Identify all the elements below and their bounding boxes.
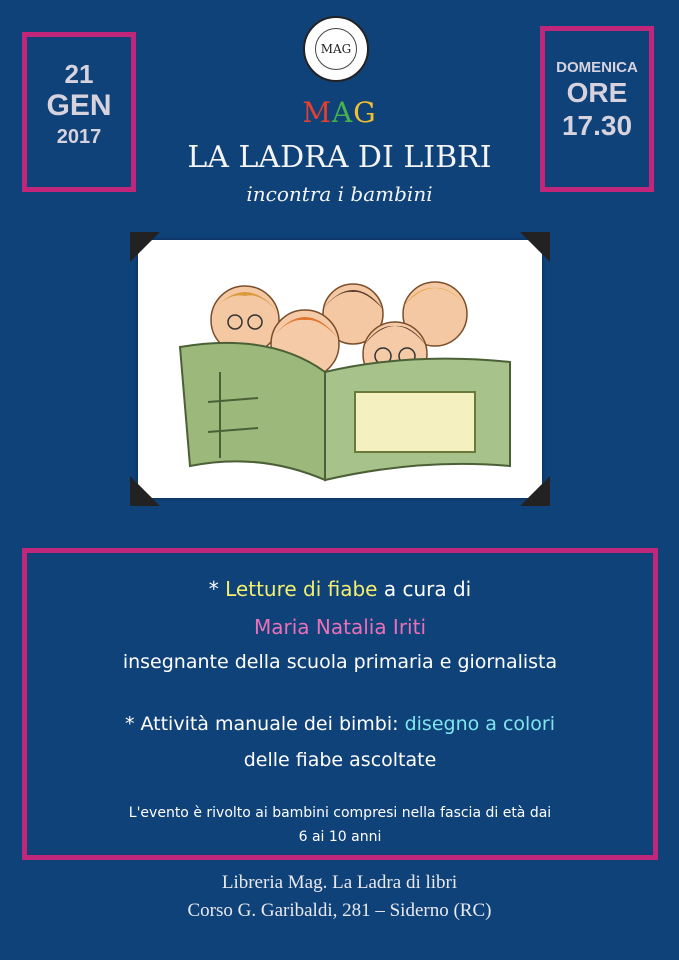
- date-year: 2017: [56, 126, 102, 148]
- footer-store-name: Libreria Mag. La Ladra di libri: [221, 872, 458, 893]
- info-box: [22, 548, 658, 860]
- time-hour: 17.30: [561, 110, 633, 141]
- bullet: *: [208, 577, 226, 601]
- info-line-profession: insegnante della scuola primaria e giornalista: [122, 651, 558, 673]
- info-line-author: Maria Natalia Iriti: [253, 615, 427, 639]
- page-title: LA LADRA DI LIBRI: [187, 140, 492, 175]
- mag-letter-m: M: [302, 96, 333, 129]
- info-line-audience: L'evento è rivolto ai bambini compresi nella fascia di età dai: [128, 805, 552, 821]
- logo-text: MAG: [315, 28, 357, 70]
- info-line-tales: delle fiabe ascoltate: [243, 749, 437, 771]
- date-month: GEN: [46, 89, 112, 122]
- mag-letter-g: G: [353, 96, 377, 129]
- info-line-readings: [27, 577, 653, 601]
- time-weekday: DOMENICA: [556, 59, 638, 76]
- time-label: ORE: [566, 77, 628, 108]
- date-day: 21: [64, 59, 94, 89]
- readings-rest: a cura di: [377, 577, 472, 601]
- page-subtitle: incontra i bambini: [246, 182, 433, 206]
- mag-title: [0, 96, 679, 129]
- info-line-activity: [27, 713, 653, 735]
- illustration-drawing: [150, 252, 530, 486]
- activity-highlight: disegno a colori: [404, 713, 556, 735]
- activity-start: * Attività manuale dei bimbi:: [124, 713, 405, 735]
- readings-highlight: Letture di fiabe: [225, 577, 378, 601]
- bookstore-logo-icon: [303, 16, 369, 82]
- info-line-age: 6 ai 10 anni: [298, 829, 382, 845]
- children-reading-book-illustration: [138, 240, 542, 498]
- footer-address: Corso G. Garibaldi, 281 – Siderno (RC): [187, 900, 492, 921]
- mag-letter-a: A: [332, 96, 354, 129]
